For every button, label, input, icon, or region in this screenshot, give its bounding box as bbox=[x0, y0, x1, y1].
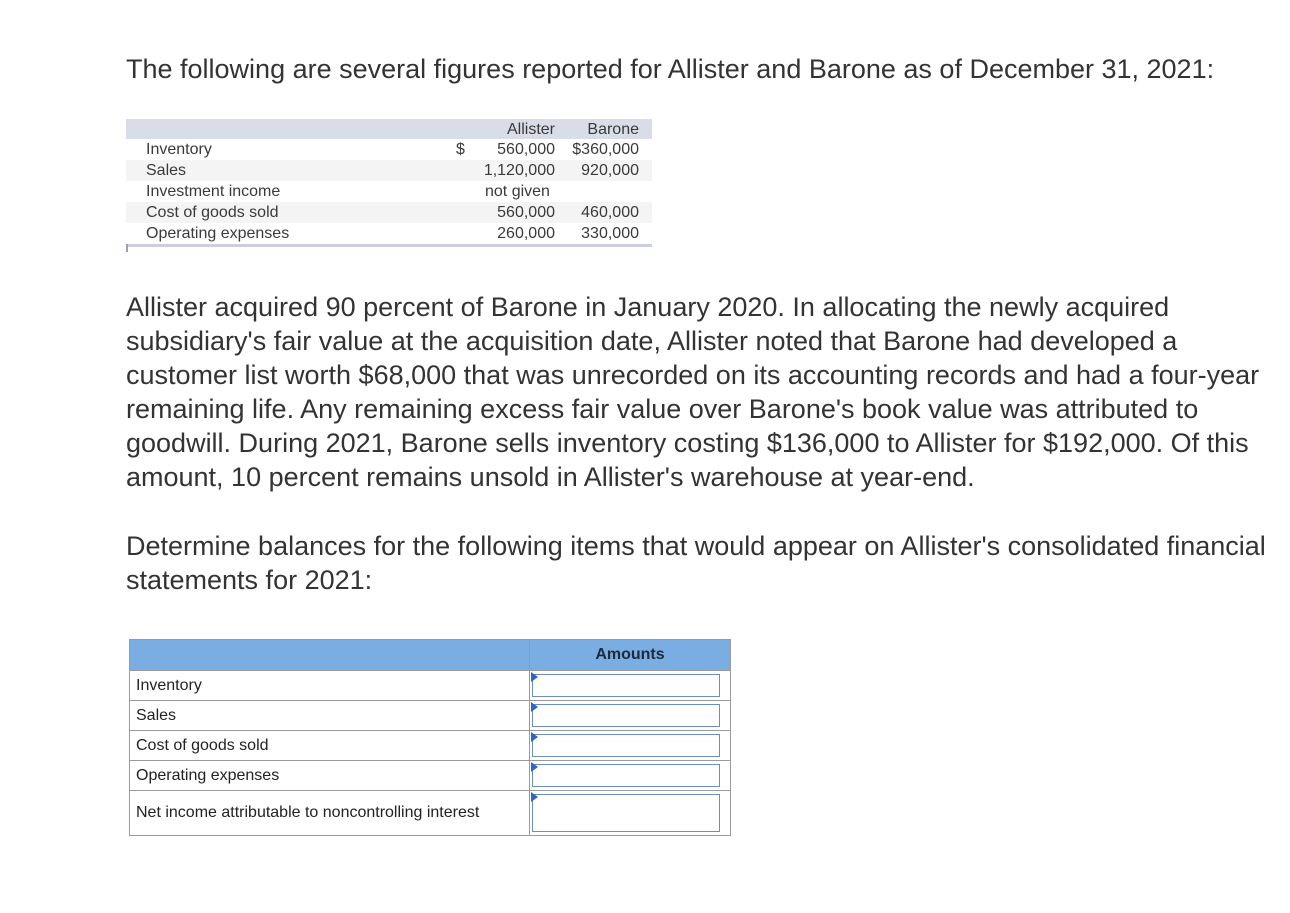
figures-header bbox=[126, 119, 652, 139]
row-label: Operating expenses bbox=[146, 225, 290, 242]
barone-value: 460,000 bbox=[581, 204, 639, 221]
problem-heading: The following are several figures reported for Allister and Barone as of December 31, 2021: bbox=[126, 54, 1215, 84]
input-marker-icon bbox=[531, 672, 538, 682]
answer-header-row bbox=[130, 640, 731, 671]
answer-row-sales bbox=[130, 701, 731, 731]
allister-value: 560,000 bbox=[497, 141, 555, 158]
barone-value: 920,000 bbox=[581, 162, 639, 179]
row-label: Inventory bbox=[146, 141, 212, 158]
figures-bottom-rule bbox=[126, 244, 652, 247]
allister-column-header: Allister bbox=[506, 121, 555, 138]
row-label: Investment income bbox=[146, 183, 281, 200]
allister-value: not given bbox=[485, 183, 550, 200]
figures-row-sales bbox=[126, 160, 652, 181]
figures-table bbox=[126, 119, 652, 247]
problem-paragraph: Allister acquired 90 percent of Barone in January 2020. In allocating the newly acquired subsidiary's fair value at the acquisition date, Allister noted that Barone had developed a customer list worth $68,000 that was unrecorded on its accounting records and had a four-year remaining life. Any remaining excess fair value over Barone's book value was attributed to goodwill. During 2021, Barone sells inventory costing $136,000 to Allister for $192,000. Of this amount, 10 percent remains unsold in Allister's warehouse at year-end. bbox=[126, 292, 1260, 492]
answer-cell bbox=[530, 791, 731, 836]
answer-row-cogs bbox=[130, 731, 731, 761]
answer-header-label bbox=[130, 640, 530, 671]
figures-row-operating-expenses bbox=[126, 223, 652, 244]
figures-row-inventory bbox=[126, 139, 652, 160]
row-label: Cost of goods sold bbox=[146, 204, 279, 221]
input-marker-icon bbox=[531, 732, 538, 742]
inventory-amount-input[interactable] bbox=[532, 674, 720, 697]
amounts-header: Amounts bbox=[530, 640, 731, 671]
cogs-amount-input[interactable] bbox=[532, 734, 720, 757]
input-marker-icon bbox=[531, 702, 538, 712]
dollar-sign: $ bbox=[456, 141, 465, 158]
input-marker-icon bbox=[531, 792, 538, 802]
instruction-paragraph: Determine balances for the following items that would appear on Allister's consolidated financial statements for 2021: bbox=[126, 531, 1266, 595]
allister-value: 260,000 bbox=[497, 225, 555, 242]
answer-row-operating-expenses bbox=[130, 761, 731, 791]
answer-cell bbox=[530, 671, 731, 701]
figures-row-investment-income bbox=[126, 181, 652, 202]
operating-expenses-amount-input[interactable] bbox=[532, 764, 720, 787]
nci-amount-input[interactable] bbox=[532, 794, 720, 832]
sales-amount-input[interactable] bbox=[532, 704, 720, 727]
answer-cell bbox=[530, 731, 731, 761]
figures-row-cogs bbox=[126, 202, 652, 223]
bottom-tick bbox=[126, 244, 128, 252]
answer-row-label: Sales bbox=[130, 701, 530, 731]
barone-value: 330,000 bbox=[581, 225, 639, 242]
allister-value: 560,000 bbox=[497, 204, 555, 221]
row-label: Sales bbox=[146, 162, 187, 179]
input-marker-icon bbox=[531, 762, 538, 772]
answer-row-label: Inventory bbox=[130, 671, 530, 701]
answer-cell bbox=[530, 761, 731, 791]
allister-value: 1,120,000 bbox=[483, 162, 555, 179]
answer-row-label: Net income attributable to noncontrolling interest bbox=[130, 791, 530, 836]
answer-row-label: Cost of goods sold bbox=[130, 731, 530, 761]
answer-row-label: Operating expenses bbox=[130, 761, 530, 791]
answer-table bbox=[129, 639, 731, 836]
answer-row-inventory bbox=[130, 671, 731, 701]
answer-cell bbox=[530, 701, 731, 731]
barone-value: $360,000 bbox=[572, 141, 639, 158]
answer-row-nci bbox=[130, 791, 731, 836]
barone-column-header: Barone bbox=[587, 121, 639, 138]
